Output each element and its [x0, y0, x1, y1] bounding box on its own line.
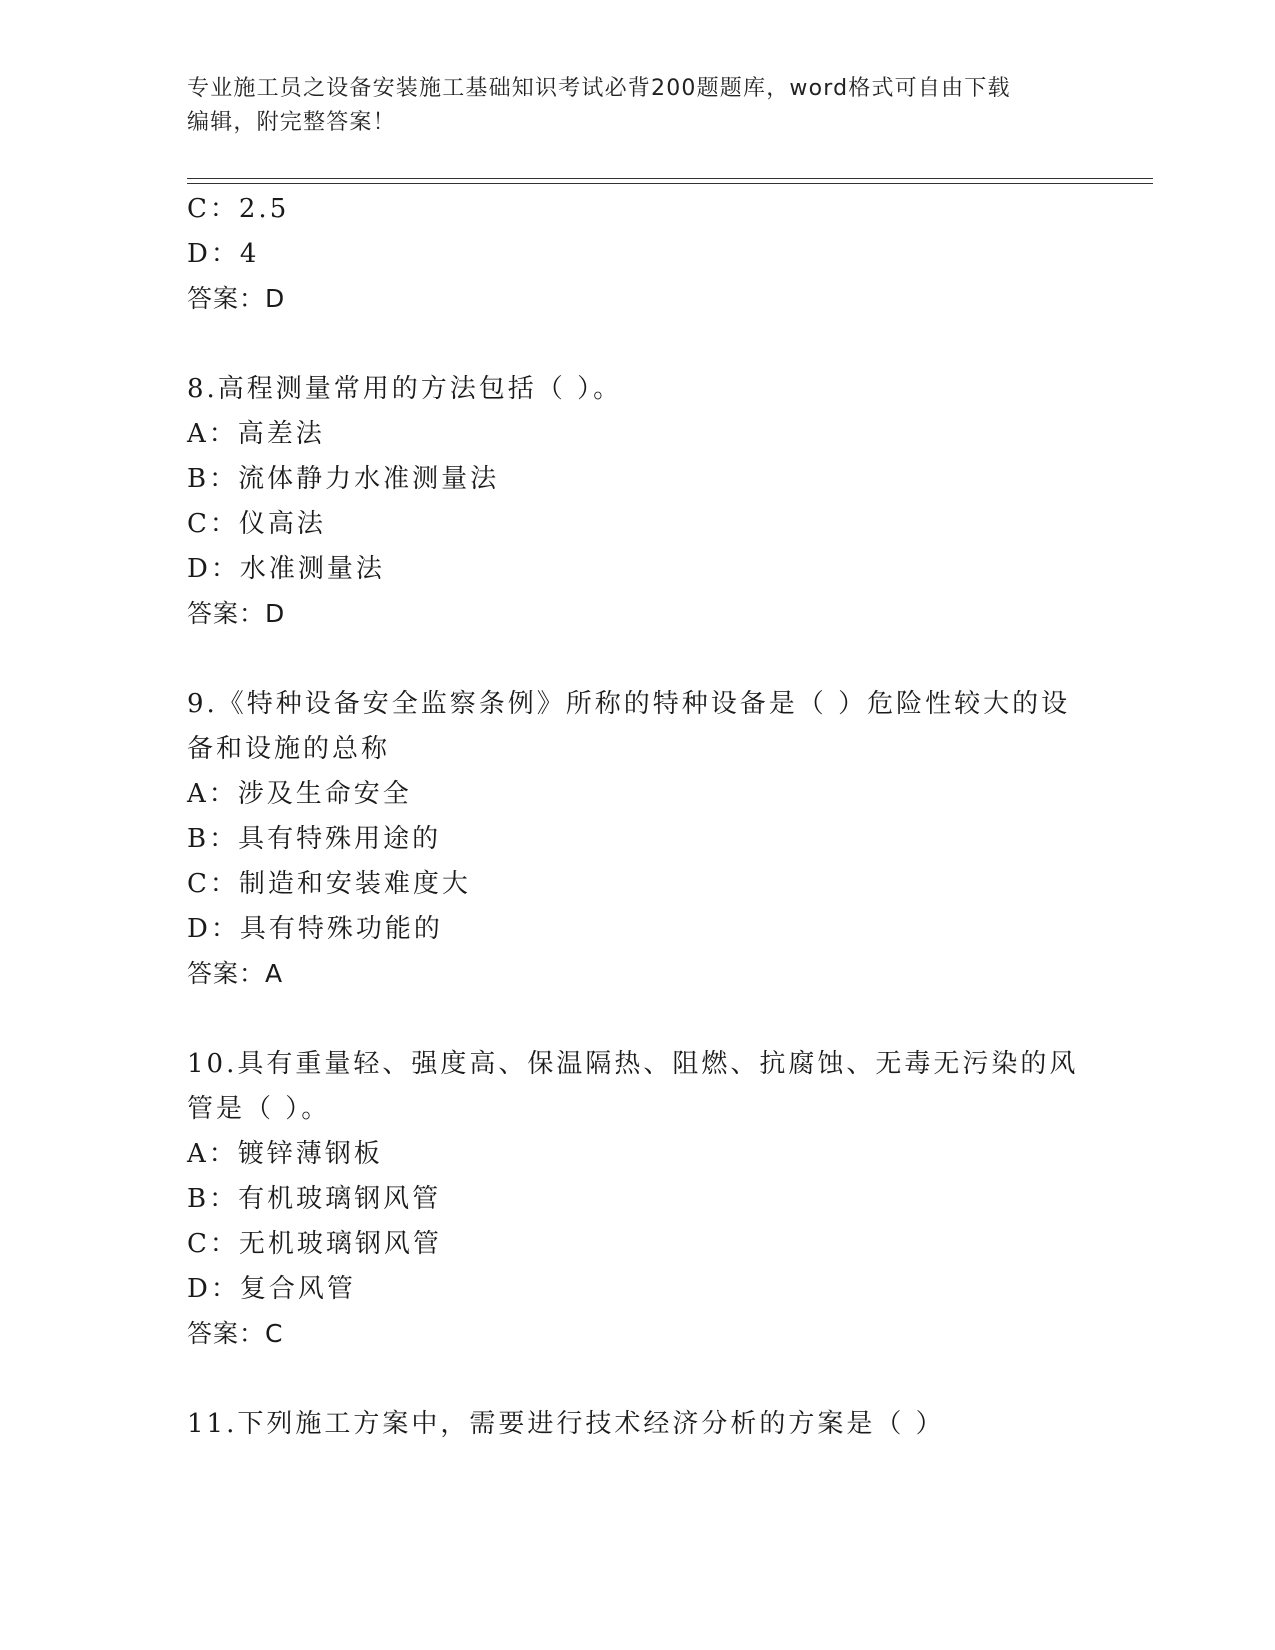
question-9-stem-line-1: 9.《特种设备安全监察条例》所称的特种设备是（ ）危险性较大的设 — [187, 689, 1071, 719]
question-8-option-d: D：水准测量法 — [187, 554, 385, 584]
question-8-option-b: B：流体静力水准测量法 — [187, 464, 500, 494]
question-8-option-a: A：高差法 — [187, 419, 325, 449]
question-9-option-a: A：涉及生命安全 — [187, 779, 412, 809]
question-8-stem: 8.高程测量常用的方法包括（ ）。 — [187, 374, 623, 404]
prev-option-c: C：2.5 — [187, 194, 290, 224]
header-divider-top — [187, 178, 1153, 179]
header-line-2: 编辑，附完整答案！ — [187, 110, 396, 135]
question-10-stem-line-1: 10.具有重量轻、强度高、保温隔热、阻燃、抗腐蚀、无毒无污染的风 — [187, 1049, 1079, 1079]
question-11-stem: 11.下列施工方案中，需要进行技术经济分析的方案是（ ） — [187, 1409, 945, 1439]
question-10-stem-line-2: 管是（ ）。 — [187, 1094, 331, 1124]
question-10-option-c: C：无机玻璃钢风管 — [187, 1229, 442, 1259]
prev-answer: 答案：D — [187, 284, 286, 313]
question-9-option-c: C：制造和安装难度大 — [187, 869, 471, 899]
question-9-answer: 答案：A — [187, 959, 284, 988]
question-8-option-c: C：仪高法 — [187, 509, 326, 539]
question-10-option-d: D：复合风管 — [187, 1274, 356, 1304]
prev-option-d: D：4 — [187, 239, 260, 269]
question-10-option-a: A：镀锌薄钢板 — [187, 1139, 383, 1169]
question-10-option-b: B：有机玻璃钢风管 — [187, 1184, 442, 1214]
document-header — [187, 72, 1067, 140]
question-10-answer: 答案：C — [187, 1319, 284, 1348]
header-divider-bottom — [187, 183, 1153, 184]
question-9-option-b: B：具有特殊用途的 — [187, 824, 442, 854]
question-9-option-d: D：具有特殊功能的 — [187, 914, 443, 944]
question-9-stem-line-2: 备和设施的总称 — [187, 734, 391, 764]
question-8-answer: 答案：D — [187, 599, 286, 628]
header-line-1: 专业施工员之设备安装施工基础知识考试必背200题题库，word格式可自由下载 — [187, 76, 1011, 101]
